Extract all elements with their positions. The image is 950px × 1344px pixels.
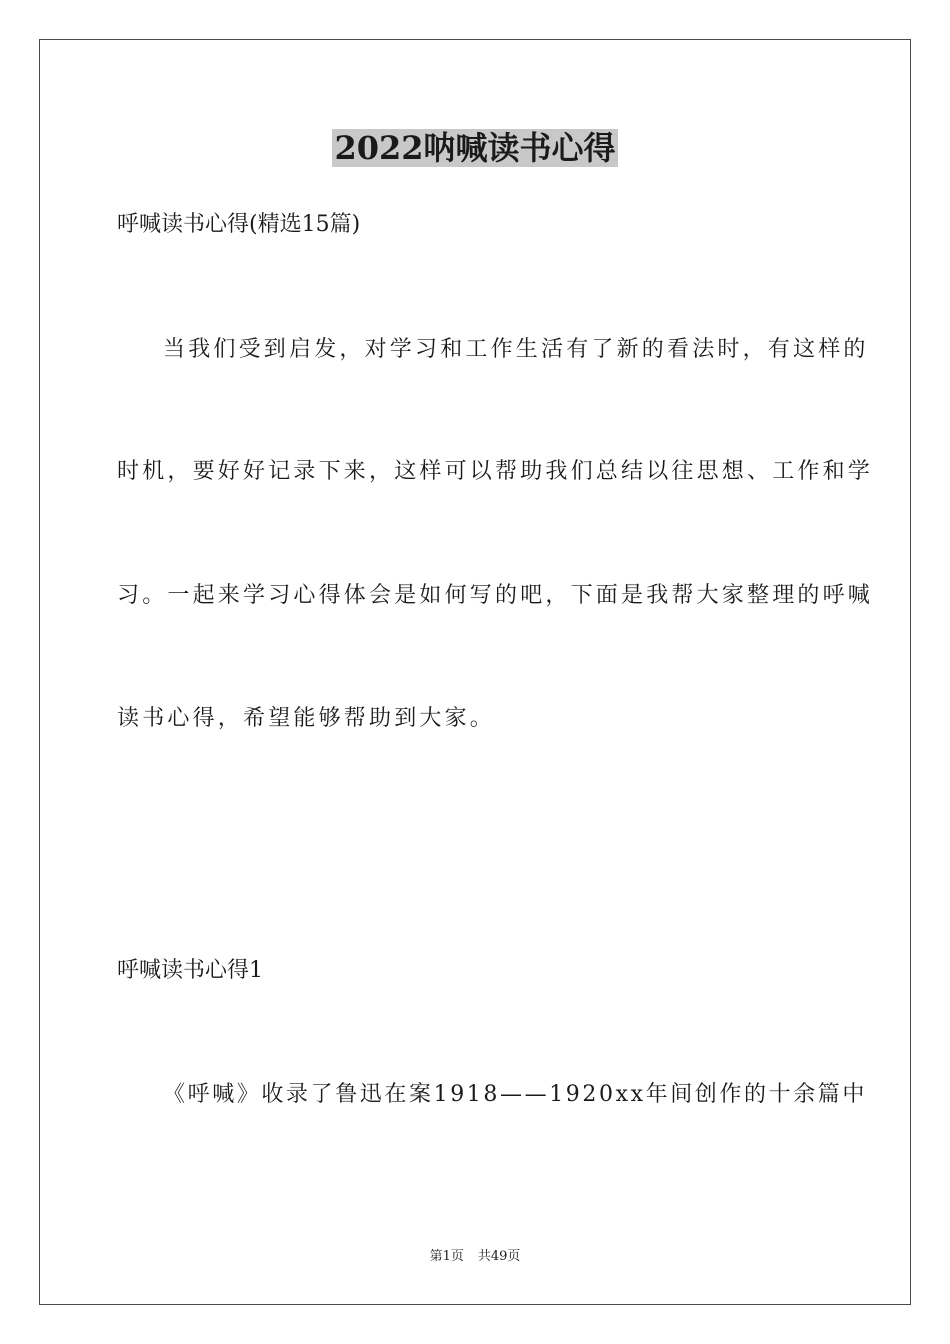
page-number: 第1页 — [429, 1249, 464, 1264]
title-text: 2022呐喊读书心得 — [334, 129, 616, 167]
intro-line-4: 读书心得，希望能够帮助到大家。 — [117, 706, 496, 731]
document-subtitle: 呼喊读书心得(精选15篇) — [117, 212, 361, 237]
intro-line-2: 时机，要好好记录下来，这样可以帮助我们总结以往思想、工作和学 — [117, 459, 874, 484]
section-heading: 呼喊读书心得1 — [117, 958, 263, 983]
page-footer — [0, 1248, 950, 1266]
intro-line-3: 习。一起来学习心得体会是如何写的吧，下面是我帮大家整理的呼喊 — [117, 583, 874, 608]
document-title — [0, 126, 950, 170]
page-total: 共49页 — [477, 1249, 521, 1264]
intro-line-1: 当我们受到启发，对学习和工作生活有了新的看法时，有这样的 — [163, 337, 869, 362]
section-line-1: 《呼喊》收录了鲁迅在案1918——1920xx年间创作的十余篇中 — [163, 1082, 867, 1107]
